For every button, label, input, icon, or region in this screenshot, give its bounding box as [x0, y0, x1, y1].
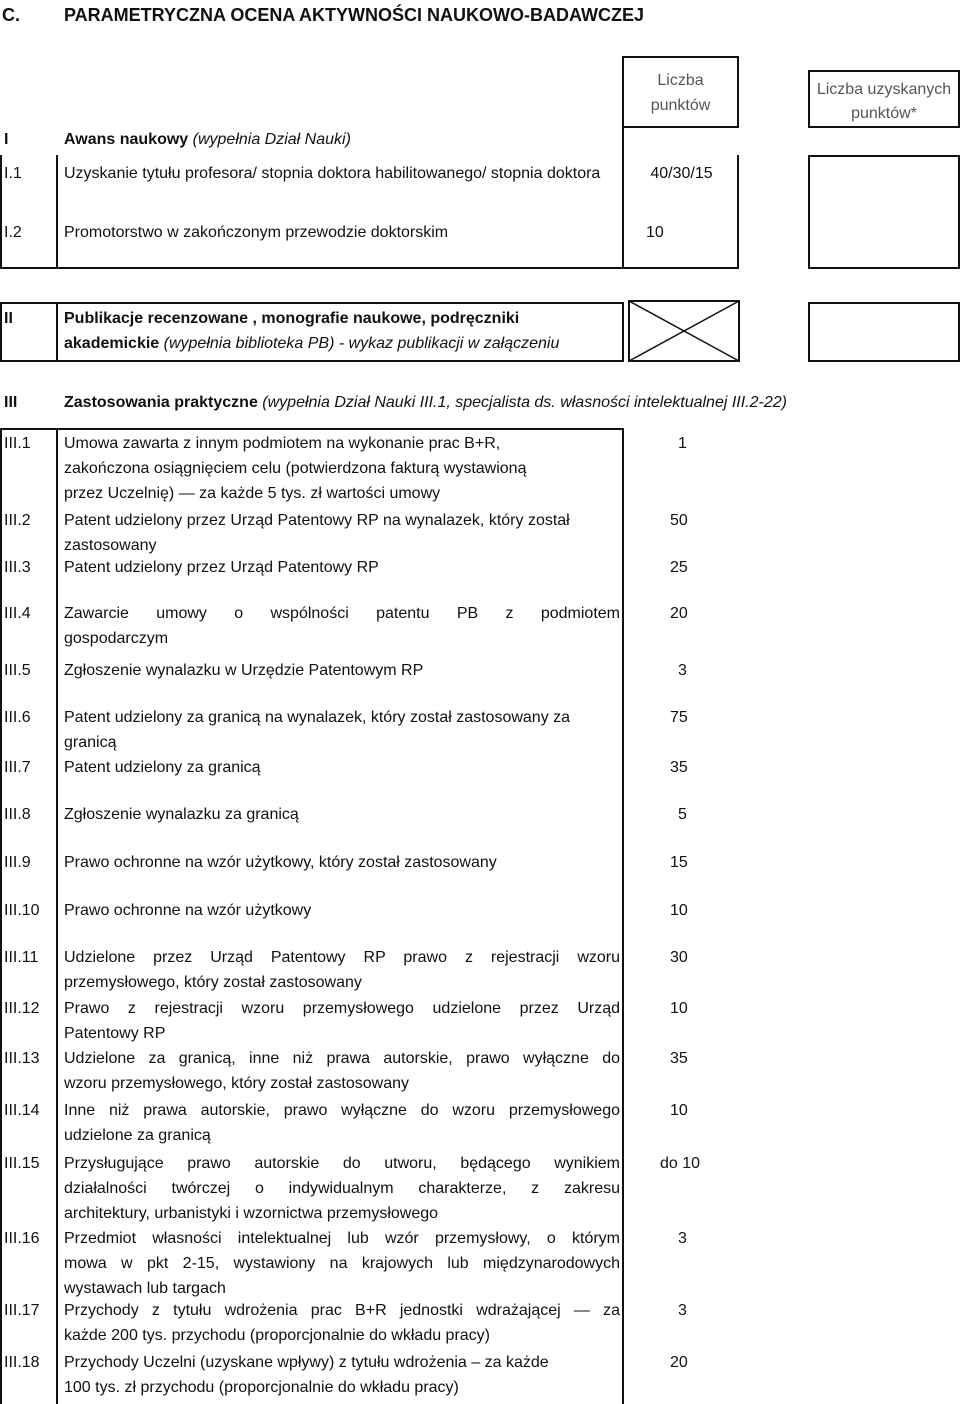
section-2-note: (wypełnia biblioteka PB) - wykaz publikacji w załączeniu [163, 335, 560, 352]
section-1-num: I [4, 131, 9, 148]
page-title: PARAMETRYCZNA OCENA AKTYWNOŚCI NAUKOWO-BADAWCZEJ [64, 5, 644, 25]
row-num: III.13 [4, 1050, 40, 1067]
section-2-num: II [4, 310, 13, 327]
row-text-line: granicą [64, 734, 117, 751]
row-text-line: Patent udzielony za granicą [64, 759, 261, 776]
row-text-line: Zawarcie umowy o wspólności patentu PB z podmiotem [64, 605, 620, 622]
row-text-line: wystawach lub targach [64, 1280, 226, 1297]
row-text-line: Udzielone przez Urząd Patentowy RP prawo z rejestracji wzoru [64, 949, 620, 966]
section-3-note: (wypełnia Dział Nauki III.1, specjalista ds. własności intelektualnej III.2-22) [262, 394, 787, 411]
row-points: 20 [670, 1354, 688, 1371]
row-text-line: Przedmiot własności intelektualnej lub wzór przemysłowy, o którym [64, 1230, 620, 1247]
row-num: I.2 [4, 224, 22, 241]
row-text-line: działalności twórczej o indywidualnym charakterze, z zakresu [64, 1180, 620, 1197]
section-1-divider-left [56, 155, 58, 269]
table-points-divider [622, 428, 624, 1404]
section-letter: C. [2, 5, 20, 25]
row-text-line: Przysługujące prawo autorskie do utworu, będącego wynikiem [64, 1155, 620, 1172]
row-points: 40/30/15 [650, 165, 713, 182]
table-left-border [0, 428, 2, 1404]
row-text-line: Przychody z tytułu wdrożenia prac B+R jednostki wdrażającej — za [64, 1302, 620, 1319]
section-2-obtained-box[interactable] [808, 302, 960, 362]
row-points: 30 [670, 949, 688, 966]
row-text-line: Udzielone za granicą, inne niż prawa autorskie, prawo wyłączne do [64, 1050, 620, 1067]
row-text-line: Patent udzielony przez Urząd Patentowy RP [64, 559, 379, 576]
row-num: I.1 [4, 165, 22, 182]
row-num: III.16 [4, 1230, 40, 1247]
row-num: III.9 [4, 854, 31, 871]
row-text-line: Zgłoszenie wynalazku w Urzędzie Patentowym RP [64, 662, 424, 679]
row-num: III.17 [4, 1302, 40, 1319]
row-num: III.18 [4, 1354, 40, 1371]
row-num: III.15 [4, 1155, 40, 1172]
row-text: Uzyskanie tytułu profesora/ stopnia doktora habilitowanego/ stopnia doktora [64, 165, 601, 182]
row-text-line: 100 tys. zł przychodu (proporcjonalnie do wkładu pracy) [64, 1379, 459, 1396]
row-num: III.4 [4, 605, 31, 622]
row-num: III.6 [4, 709, 31, 726]
row-text-line: Patent udzielony za granicą na wynalazek, który został zastosowany za [64, 709, 571, 726]
row-num: III.12 [4, 1000, 40, 1017]
row-points: 35 [670, 1050, 688, 1067]
row-points: 3 [678, 1302, 687, 1319]
row-points: 75 [670, 709, 688, 726]
row-text-line: Prawo ochronne na wzór użytkowy [64, 902, 312, 919]
row-points: 20 [670, 605, 688, 622]
row-points: 35 [670, 759, 688, 776]
row-text-line: każde 200 tys. przychodu (proporcjonalnie do wkładu pracy) [64, 1327, 491, 1344]
points-header [622, 56, 739, 128]
obtained-header [808, 70, 960, 128]
obtained-header-label: Liczba uzyskanych punktów* [816, 81, 952, 122]
row-text-line: zakończona osiągnięciem celu (potwierdzona fakturą wystawioną [64, 460, 527, 477]
row-text-line: przemysłowego, który został zastosowany [64, 974, 362, 991]
crossed-out-box [628, 300, 740, 362]
section-1-title: Awans naukowy [64, 131, 189, 148]
row-points: do 10 [660, 1155, 701, 1172]
row-num: III.7 [4, 759, 31, 776]
row-text-line: Patent udzielony przez Urząd Patentowy RP na wynalazek, który został [64, 512, 570, 529]
section-1-obtained-box[interactable] [808, 155, 960, 269]
points-header-label: Liczba punktów [650, 72, 711, 114]
row-num: III.10 [4, 902, 40, 919]
row-points: 10 [646, 224, 664, 241]
row-num: III.3 [4, 559, 31, 576]
row-points: 1 [678, 435, 687, 452]
row-points: 15 [670, 854, 688, 871]
row-text-line: Prawo z rejestracji wzoru przemysłowego udzielone przez Urząd [64, 1000, 620, 1017]
row-text-line: mowa w pkt 2-15, wystawiony na krajowych lub międzynarodowych [64, 1255, 620, 1272]
row-text-line: gospodarczym [64, 630, 169, 647]
table-top-border [0, 428, 624, 430]
row-text: Promotorstwo w zakończonym przewodzie doktorskim [64, 224, 449, 241]
row-text-line: Prawo ochronne na wzór użytkowy, który został zastosowany [64, 854, 497, 871]
row-text-line: Umowa zawarta z innym podmiotem na wykonanie prac B+R, [64, 435, 501, 452]
section-3-title: Zastosowania praktyczne [64, 394, 258, 411]
section-2-divider [56, 302, 58, 362]
row-points: 5 [678, 806, 687, 823]
row-points: 25 [670, 559, 688, 576]
row-text-line: Przychody Uczelni (uzyskane wpływy) z tytułu wdrożenia – za każde [64, 1354, 549, 1371]
section-1-note: (wypełnia Dział Nauki) [192, 131, 351, 148]
row-text-line: przez Uczelnię) — za każde 5 tys. zł wartości umowy [64, 485, 441, 502]
section-2-title: Publikacje recenzowane , monografie naukowe, podręczniki akademickie [64, 310, 520, 352]
row-num: III.14 [4, 1102, 40, 1119]
row-num: III.1 [4, 435, 31, 452]
table-num-divider [56, 428, 58, 1404]
row-num: III.5 [4, 662, 31, 679]
row-text-line: udzielone za granicą [64, 1127, 211, 1144]
section-1-divider-right [622, 128, 624, 269]
row-num: III.8 [4, 806, 31, 823]
row-text-line: Zgłoszenie wynalazku za granicą [64, 806, 299, 823]
row-points: 10 [670, 1102, 688, 1119]
row-points: 50 [670, 512, 688, 529]
section-3-heading [64, 390, 787, 415]
row-text-line: wzoru przemysłowego, który został zastosowany [64, 1075, 410, 1092]
section-2-heading [64, 306, 614, 356]
section-1-heading [64, 127, 351, 152]
row-text-line: zastosowany [64, 537, 157, 554]
row-points: 10 [670, 902, 688, 919]
row-text-line: Inne niż prawa autorskie, prawo wyłączne do wzoru przemysłowego [64, 1102, 620, 1119]
row-num: III.2 [4, 512, 31, 529]
row-points: 10 [670, 1000, 688, 1017]
row-text-line: architektury, urbanistyki i wzornictwa przemysłowego [64, 1205, 439, 1222]
row-num: III.11 [4, 949, 39, 966]
row-text-line: Patentowy RP [64, 1025, 166, 1042]
row-points: 3 [678, 662, 687, 679]
section-3-num: III [4, 394, 18, 411]
row-points: 3 [678, 1230, 687, 1247]
